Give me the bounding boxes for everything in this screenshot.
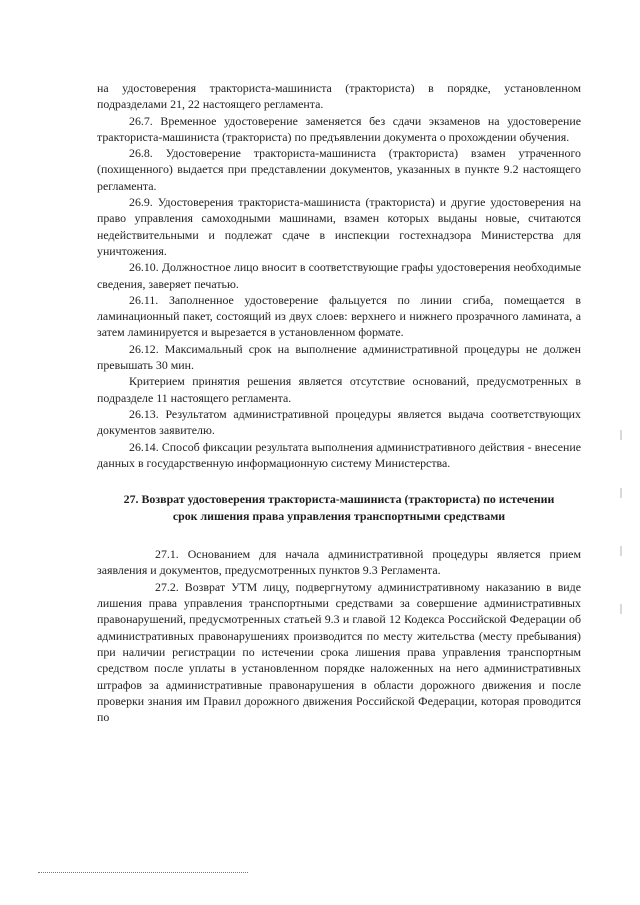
- paragraph-26-13: 26.13. Результатом административной процедуры является выдача соответствующих документов заявителю.: [97, 406, 581, 438]
- paragraph-26-12: 26.12. Максимальный срок на выполнение административной процедуры не должен превышать 30 мин.: [97, 341, 581, 373]
- paragraph-27-2: 27.2. Возврат УТМ лицу, подвергнутому административному наказанию в виде лишения права управления транспортными средствами за совершение административных правонарушений, предусмотренных статьей 9.3 и главой 12 Кодекса Российской Федерации об административных правонарушениях производится по месту жительства (месту пребывания) при наличии регистрации по истечении срока лишения права управления транспортным средством после уплаты в установленном порядке наложенных на него административных штрафов за административные правонарушения в области дорожного движения и после проверки знания им Правил дорожного движения Российской Федерации, которая проводится по: [97, 579, 581, 725]
- paragraph-26-8: 26.8. Удостоверение тракториста-машиниста (тракториста) взамен утраченного (похищенного) выдается при представлении документов, указанных в пункте 9.2 настоящего регламента.: [97, 146, 581, 193]
- paragraph-26-7: 26.7. Временное удостоверение заменяется без сдачи экзаменов на удостоверение тракториста-машиниста (тракториста) по предъявлении документа о прохождении обучения.: [97, 113, 581, 144]
- section-heading-27: 27. Возврат удостоверения тракториста-машиниста (тракториста) по истечении срок лишения права управления транспортными средствами: [123, 492, 555, 523]
- paragraph-26-10: 26.10. Должностное лицо вносит в соответствующие графы удостоверения необходимые сведения, заверяет печатью.: [97, 260, 581, 291]
- paragraph-continuation: на удостоверения тракториста-машиниста (тракториста) в порядке, установленном подразделами 21, 22 настоящего регламента.: [97, 81, 581, 112]
- footer-rule: [38, 872, 248, 873]
- scan-margin-marks: [620, 430, 626, 662]
- paragraph-26-9: 26.9. Удостоверения тракториста-машиниста (тракториста) и другие удостоверения на право управления самоходными машинами, взамен которых выданы новые, считаются недействительными и подлежат сдаче в инспекции гостехнадзора Министерства для уничтожения.: [97, 195, 581, 258]
- paragraph-26-14: 26.14. Способ фиксации результата выполнения административного действия - внесение данных в государственную информационную систему Министерства.: [97, 439, 581, 470]
- paragraph-criterion: Критерием принятия решения является отсутствие оснований, предусмотренных в подразделе 11 настоящего регламента.: [97, 374, 581, 405]
- paragraph-27-1: 27.1. Основанием для начала административной процедуры является прием заявления и документов, предусмотренных пунктов 9.3 Регламента.: [97, 547, 581, 578]
- paragraph-26-11: 26.11. Заполненное удостоверение фальцуется по линии сгиба, помещается в ламинационный пакет, состоящий из двух слоев: верхнего и нижнего прозрачного ламината, а затем ламинируется и вырезается в установленном формате.: [97, 292, 581, 340]
- document-body: [97, 80, 581, 725]
